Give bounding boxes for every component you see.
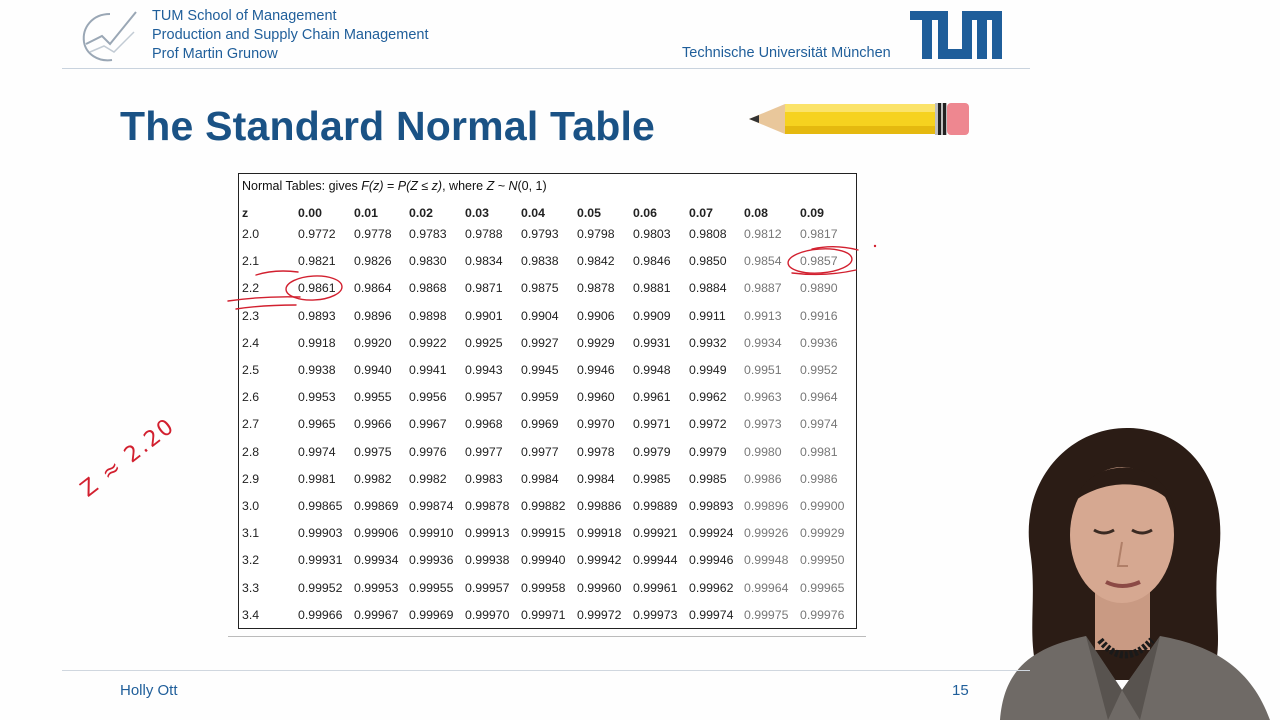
table-row-z: 2.5 bbox=[242, 363, 260, 377]
table-cell: 0.9909 bbox=[633, 308, 671, 323]
table-cell: 0.9772 bbox=[298, 227, 336, 241]
table-cell: 0.9974 bbox=[298, 444, 336, 459]
header-line-professor: Prof Martin Grunow bbox=[152, 46, 278, 62]
table-cell: 0.99972 bbox=[577, 607, 622, 622]
caption-end: (0, 1) bbox=[517, 179, 547, 193]
table-cell: 0.99971 bbox=[521, 607, 566, 622]
table-cell: 0.9979 bbox=[689, 444, 727, 459]
table-row-z: 2.3 bbox=[242, 308, 260, 323]
table-cell: 0.9934 bbox=[744, 335, 782, 350]
table-cell: 0.99970 bbox=[465, 607, 510, 622]
header-line-school: TUM School of Management bbox=[152, 8, 337, 24]
table-cell: 0.9890 bbox=[800, 281, 838, 296]
table-cell: 0.99918 bbox=[577, 526, 622, 541]
table-cell: 0.99952 bbox=[298, 580, 343, 595]
table-cell: 0.9960 bbox=[577, 390, 615, 405]
table-cell: 0.99889 bbox=[633, 499, 678, 513]
table-cell: 0.9842 bbox=[577, 254, 615, 269]
table-cell: 0.9970 bbox=[577, 417, 615, 432]
table-cell: 0.9979 bbox=[633, 444, 671, 459]
table-cell: 0.99953 bbox=[354, 580, 399, 595]
table-cell: 0.9978 bbox=[577, 444, 615, 459]
table-row-z: 2.6 bbox=[242, 390, 260, 405]
table-row-z: 2.0 bbox=[242, 227, 260, 241]
table-cell: 0.99942 bbox=[577, 553, 622, 568]
table-shadow-rule bbox=[228, 636, 866, 637]
table-cell: 0.99913 bbox=[465, 526, 510, 541]
table-cell: 0.99893 bbox=[689, 499, 734, 513]
table-cell: 0.9971 bbox=[633, 417, 671, 432]
table-cell: 0.99961 bbox=[633, 580, 678, 595]
table-cell: 0.9817 bbox=[800, 227, 838, 241]
table-cell: 0.99915 bbox=[521, 526, 566, 541]
tum-logo-icon bbox=[910, 11, 1002, 59]
table-cell: 0.9946 bbox=[577, 363, 615, 377]
table-cell: 0.99946 bbox=[689, 553, 734, 568]
table-cell: 0.9893 bbox=[298, 308, 336, 323]
table-cell: 0.9986 bbox=[744, 471, 782, 486]
table-cell: 0.99960 bbox=[577, 580, 622, 595]
table-cell: 0.9965 bbox=[298, 417, 336, 432]
table-cell: 0.9857 bbox=[800, 254, 838, 269]
table-cell: 0.9918 bbox=[298, 335, 336, 350]
table-cell: 0.99926 bbox=[744, 526, 789, 541]
table-cell: 0.99929 bbox=[800, 526, 845, 541]
table-cell: 0.9981 bbox=[298, 471, 336, 486]
table-cell: 0.9938 bbox=[298, 363, 336, 377]
table-cell: 0.9871 bbox=[465, 281, 503, 296]
table-cell: 0.9925 bbox=[465, 335, 503, 350]
table-cell: 0.99962 bbox=[689, 580, 734, 595]
table-cell: 0.9834 bbox=[465, 254, 503, 269]
table-cell: 0.9783 bbox=[409, 227, 447, 241]
table-cell: 0.9920 bbox=[354, 335, 392, 350]
table-cell: 0.9846 bbox=[633, 254, 671, 269]
table-header-col: 0.08 bbox=[744, 206, 768, 220]
table-cell: 0.9850 bbox=[689, 254, 727, 269]
table-cell: 0.9982 bbox=[354, 471, 392, 486]
caption-p: P(Z ≤ z) bbox=[397, 179, 443, 193]
table-cell: 0.99886 bbox=[577, 499, 622, 513]
presenter-video bbox=[990, 420, 1280, 720]
table-cell: 0.9906 bbox=[577, 308, 615, 323]
table-cell: 0.9943 bbox=[465, 363, 503, 377]
table-cell: 0.99869 bbox=[354, 499, 399, 513]
table-cell: 0.99936 bbox=[409, 553, 454, 568]
caption-z: Z ~ N bbox=[486, 179, 518, 193]
table-cell: 0.9976 bbox=[409, 444, 447, 459]
table-cell: 0.9959 bbox=[521, 390, 559, 405]
table-header-z: z bbox=[242, 206, 249, 220]
table-cell: 0.9927 bbox=[521, 335, 559, 350]
handwritten-z-estimate-text: Z ≈ 2.20 bbox=[76, 413, 181, 503]
table-cell: 0.9887 bbox=[744, 281, 782, 296]
table-cell: 0.99974 bbox=[689, 607, 734, 622]
table-cell: 0.9957 bbox=[465, 390, 503, 405]
table-cell: 0.9951 bbox=[744, 363, 782, 377]
table-cell: 0.9881 bbox=[633, 281, 671, 296]
table-cell: 0.9868 bbox=[409, 281, 447, 296]
table-header-col: 0.05 bbox=[577, 206, 601, 220]
table-cell: 0.9904 bbox=[521, 308, 559, 323]
footer-divider bbox=[62, 670, 1030, 671]
table-cell: 0.99900 bbox=[800, 499, 845, 513]
table-cell: 0.9936 bbox=[800, 335, 838, 350]
table-header-col: 0.07 bbox=[689, 206, 713, 220]
table-header-col: 0.00 bbox=[298, 206, 322, 220]
table-cell: 0.99903 bbox=[298, 526, 343, 541]
table-cell: 0.99874 bbox=[409, 499, 454, 513]
table-row-z: 3.1 bbox=[242, 526, 260, 541]
table-cell: 0.99950 bbox=[800, 553, 845, 568]
table-cell: 0.99878 bbox=[465, 499, 510, 513]
footer-author: Holly Ott bbox=[120, 682, 178, 699]
table-cell: 0.9953 bbox=[298, 390, 336, 405]
caption-f: F(z) bbox=[361, 179, 384, 193]
table-cell: 0.9961 bbox=[633, 390, 671, 405]
table-cell: 0.9821 bbox=[298, 254, 336, 269]
page-number: 15 bbox=[952, 682, 969, 699]
table-cell: 0.9980 bbox=[744, 444, 782, 459]
table-cell: 0.9922 bbox=[409, 335, 447, 350]
table-cell: 0.9864 bbox=[354, 281, 392, 296]
table-cell: 0.9875 bbox=[521, 281, 559, 296]
table-cell: 0.9901 bbox=[465, 308, 503, 323]
table-cell: 0.99955 bbox=[409, 580, 454, 595]
table-cell: 0.99944 bbox=[633, 553, 678, 568]
table-cell: 0.9973 bbox=[744, 417, 782, 432]
table-cell: 0.9955 bbox=[354, 390, 392, 405]
table-cell: 0.9940 bbox=[354, 363, 392, 377]
table-cell: 0.99940 bbox=[521, 553, 566, 568]
table-cell: 0.9778 bbox=[354, 227, 392, 241]
table-cell: 0.9968 bbox=[465, 417, 503, 432]
table-row-z: 3.0 bbox=[242, 499, 260, 513]
table-cell: 0.9985 bbox=[633, 471, 671, 486]
table-cell: 0.9884 bbox=[689, 281, 727, 296]
table-cell: 0.99948 bbox=[744, 553, 789, 568]
table-cell: 0.9969 bbox=[521, 417, 559, 432]
header-line-chair: Production and Supply Chain Management bbox=[152, 27, 429, 43]
table-cell: 0.99957 bbox=[465, 580, 510, 595]
header-institution bbox=[152, 7, 428, 64]
table-cell: 0.99910 bbox=[409, 526, 454, 541]
table-row-z: 2.2 bbox=[242, 281, 260, 296]
table-cell: 0.9974 bbox=[800, 417, 838, 432]
table-cell: 0.99958 bbox=[521, 580, 566, 595]
table-cell: 0.9932 bbox=[689, 335, 727, 350]
caption-mid: , where bbox=[442, 179, 487, 193]
table-cell: 0.99865 bbox=[298, 499, 343, 513]
table-cell: 0.99967 bbox=[354, 607, 399, 622]
table-row-z: 3.2 bbox=[242, 553, 260, 568]
table-cell: 0.9984 bbox=[577, 471, 615, 486]
table-header-col: 0.06 bbox=[633, 206, 657, 220]
table-cell: 0.9830 bbox=[409, 254, 447, 269]
table-cell: 0.99964 bbox=[744, 580, 789, 595]
table-cell: 0.9962 bbox=[689, 390, 727, 405]
table-cell: 0.9803 bbox=[633, 227, 671, 241]
table-cell: 0.99966 bbox=[298, 607, 343, 622]
table-cell: 0.9929 bbox=[577, 335, 615, 350]
table-cell: 0.99896 bbox=[744, 499, 789, 513]
header-divider bbox=[62, 68, 1030, 69]
table-cell: 0.9966 bbox=[354, 417, 392, 432]
table-cell: 0.99973 bbox=[633, 607, 678, 622]
table-cell: 0.9967 bbox=[409, 417, 447, 432]
table-cell: 0.99921 bbox=[633, 526, 678, 541]
table-cell: 0.9798 bbox=[577, 227, 615, 241]
table-row-z: 3.3 bbox=[242, 580, 260, 595]
table-cell: 0.99969 bbox=[409, 607, 454, 622]
table-row-z: 2.7 bbox=[242, 417, 260, 432]
table-header-col: 0.09 bbox=[800, 206, 824, 220]
table-cell: 0.9982 bbox=[409, 471, 447, 486]
table-cell: 0.9861 bbox=[298, 281, 336, 296]
university-name: Technische Universität München bbox=[682, 45, 891, 61]
table-row-z: 2.4 bbox=[242, 335, 260, 350]
table-cell: 0.9975 bbox=[354, 444, 392, 459]
table-cell: 0.9964 bbox=[800, 390, 838, 405]
slide-title: The Standard Normal Table bbox=[120, 103, 656, 149]
table-cell: 0.99906 bbox=[354, 526, 399, 541]
table-cell: 0.9977 bbox=[521, 444, 559, 459]
table-cell: 0.9963 bbox=[744, 390, 782, 405]
table-cell: 0.99975 bbox=[744, 607, 789, 622]
table-cell: 0.9952 bbox=[800, 363, 838, 377]
table-cell: 0.9911 bbox=[689, 308, 726, 323]
table-cell: 0.9931 bbox=[633, 335, 671, 350]
table-cell: 0.9986 bbox=[800, 471, 838, 486]
table-cell: 0.99938 bbox=[465, 553, 510, 568]
caption-eq: = bbox=[383, 179, 398, 193]
table-cell: 0.9949 bbox=[689, 363, 727, 377]
pencil-icon[interactable] bbox=[747, 100, 971, 138]
caption-prefix: Normal Tables: gives bbox=[242, 179, 362, 193]
table-cell: 0.9812 bbox=[744, 227, 782, 241]
table-cell: 0.9983 bbox=[465, 471, 503, 486]
table-caption bbox=[242, 179, 547, 193]
table-cell: 0.9913 bbox=[744, 308, 782, 323]
table-cell: 0.99882 bbox=[521, 499, 566, 513]
table-cell: 0.9972 bbox=[689, 417, 727, 432]
table-cell: 0.99931 bbox=[298, 553, 343, 568]
table-row-z: 2.9 bbox=[242, 471, 260, 486]
table-cell: 0.9838 bbox=[521, 254, 559, 269]
table-row-z: 2.1 bbox=[242, 254, 260, 269]
table-cell: 0.99965 bbox=[800, 580, 845, 595]
table-cell: 0.9916 bbox=[800, 308, 838, 323]
table-header-col: 0.04 bbox=[521, 206, 545, 220]
table-header-col: 0.01 bbox=[354, 206, 378, 220]
table-row-z: 2.8 bbox=[242, 444, 260, 459]
table-cell: 0.9788 bbox=[465, 227, 503, 241]
table-cell: 0.9793 bbox=[521, 227, 559, 241]
table-header-col: 0.02 bbox=[409, 206, 433, 220]
table-row-z: 3.4 bbox=[242, 607, 260, 622]
table-cell: 0.9941 bbox=[409, 363, 447, 377]
table-cell: 0.9985 bbox=[689, 471, 727, 486]
table-cell: 0.9948 bbox=[633, 363, 671, 377]
table-cell: 0.99924 bbox=[689, 526, 734, 541]
table-cell: 0.9898 bbox=[409, 308, 447, 323]
table-cell: 0.9826 bbox=[354, 254, 392, 269]
table-cell: 0.9981 bbox=[800, 444, 838, 459]
table-cell: 0.9854 bbox=[744, 254, 782, 269]
table-cell: 0.9896 bbox=[354, 308, 392, 323]
table-cell: 0.9808 bbox=[689, 227, 727, 241]
table-cell: 0.9945 bbox=[521, 363, 559, 377]
table-cell: 0.99976 bbox=[800, 607, 845, 622]
table-cell: 0.99934 bbox=[354, 553, 399, 568]
table-cell: 0.9977 bbox=[465, 444, 503, 459]
table-header-col: 0.03 bbox=[465, 206, 489, 220]
table-cell: 0.9984 bbox=[521, 471, 559, 486]
school-logo-icon bbox=[80, 8, 140, 64]
table-cell: 0.9956 bbox=[409, 390, 447, 405]
table-cell: 0.9878 bbox=[577, 281, 615, 296]
